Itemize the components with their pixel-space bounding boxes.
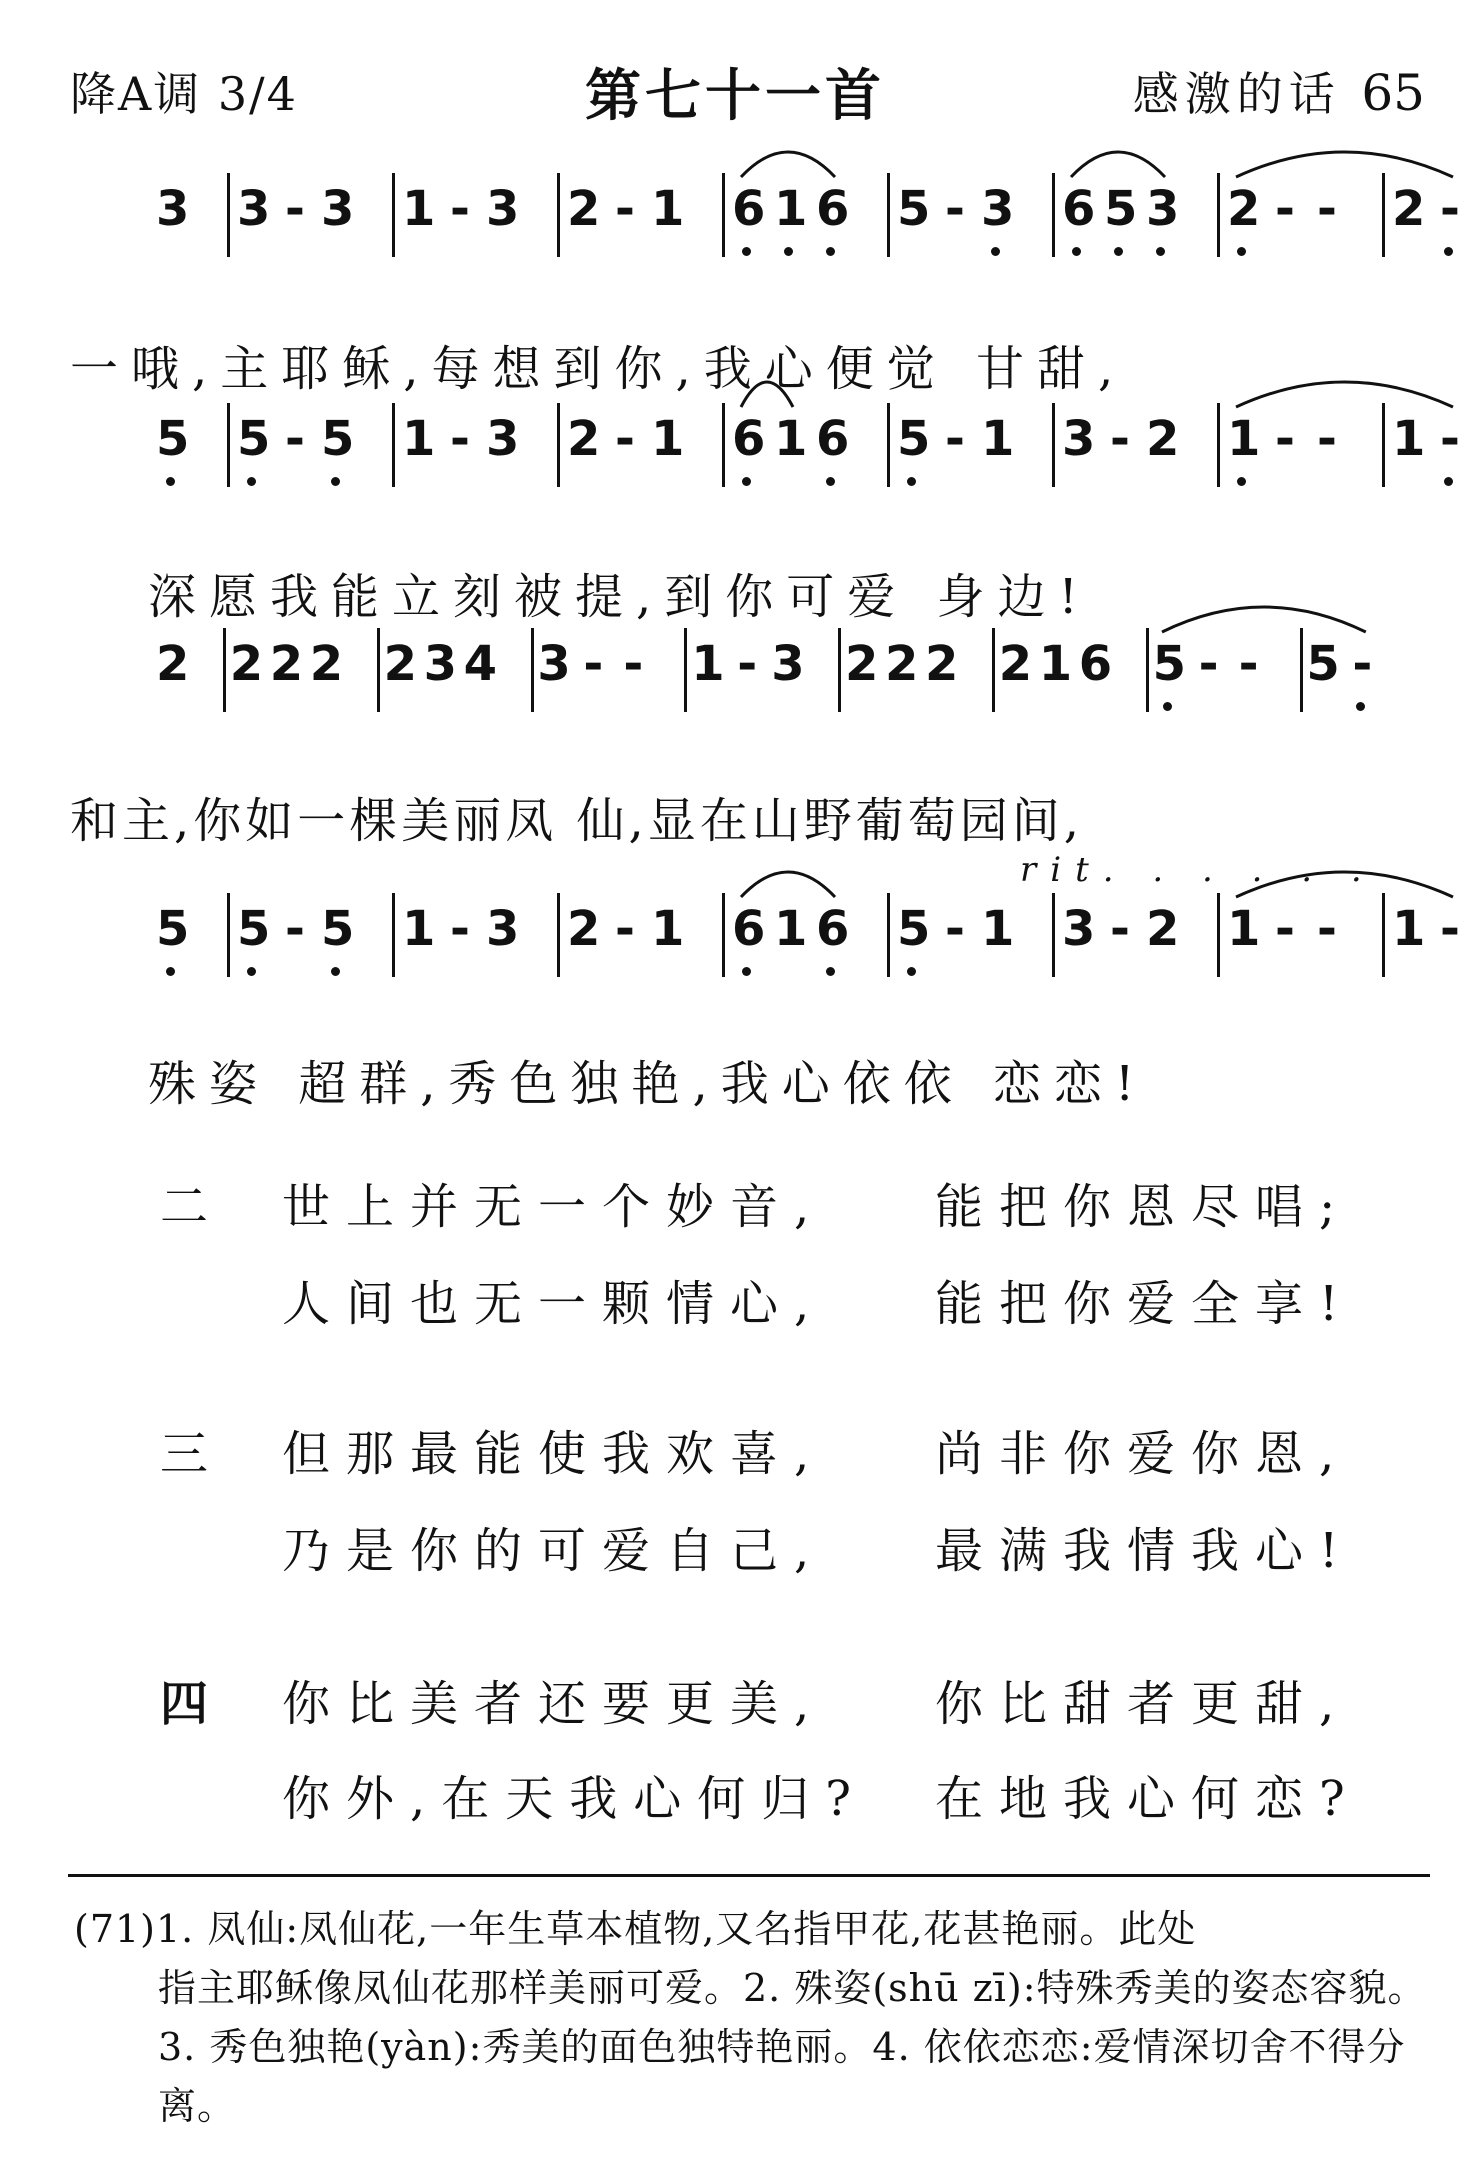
- lyrics-line-3: 和主,你如一棵美丽凤 仙,显在山野葡萄园间,: [70, 793, 1084, 849]
- barline: [1300, 628, 1303, 712]
- barline: [722, 893, 725, 977]
- note: 3: [1062, 901, 1096, 957]
- dash-extension: -: [1275, 901, 1295, 957]
- note: 1: [1392, 411, 1426, 467]
- note: 3: [423, 636, 457, 692]
- verse-2-line-2a: 人间也无一颗情心,: [282, 1276, 826, 1332]
- dash-extension: -: [615, 181, 635, 237]
- dash-extension: -: [1275, 181, 1295, 237]
- low-octave-dot: [742, 967, 751, 976]
- slur-arc: [736, 861, 840, 901]
- barline: [227, 893, 230, 977]
- barline: [1217, 173, 1220, 257]
- note: 6: [732, 181, 766, 237]
- note: 2: [925, 636, 959, 692]
- lyrics-line-2: 深愿我能立刻被提,到你可爱 身边!: [148, 569, 1091, 625]
- note: 6: [732, 411, 766, 467]
- dash-extension: -: [450, 181, 470, 237]
- verse-2-line-2b: 能把你爱全享!: [935, 1276, 1355, 1332]
- note: 2: [567, 411, 601, 467]
- barline: [223, 628, 226, 712]
- low-octave-dot: [1163, 702, 1172, 711]
- note: 1: [981, 901, 1015, 957]
- note: 2: [269, 636, 304, 692]
- low-octave-dot: [1444, 477, 1453, 486]
- low-octave-dot: [826, 477, 835, 486]
- verse-2-number: 二: [160, 1179, 209, 1235]
- barline: [1217, 893, 1220, 977]
- barline: [531, 628, 534, 712]
- low-octave-dot: [1072, 247, 1081, 256]
- low-octave-dot: [1356, 702, 1365, 711]
- barline: [1382, 403, 1385, 487]
- note: 5: [1306, 636, 1340, 692]
- dash-extension: -: [945, 411, 965, 467]
- note: 2: [1146, 901, 1180, 957]
- barline: [392, 403, 395, 487]
- note: 5: [237, 901, 271, 957]
- note: 2: [885, 636, 919, 692]
- hymn-category: 感激的话: [1132, 67, 1341, 121]
- note: 2: [567, 181, 601, 237]
- verse-4-line-1b: 你比甜者更甜,: [935, 1676, 1351, 1732]
- low-octave-dot: [1237, 247, 1246, 256]
- note: 5: [156, 411, 190, 467]
- low-octave-dot: [247, 967, 256, 976]
- note: 5: [1104, 181, 1138, 237]
- dash-extension: -: [450, 411, 470, 467]
- dash-extension: -: [285, 411, 305, 467]
- note: 1: [1227, 901, 1261, 957]
- barline: [227, 403, 230, 487]
- dash-extension: -: [1440, 411, 1460, 467]
- note: 2: [1392, 181, 1426, 237]
- dash-extension: -: [285, 181, 305, 237]
- verse-4-line-2a: 你外,在天我心何归?: [282, 1771, 867, 1827]
- verse-2-line-1a: 世上并无一个妙音,: [282, 1179, 826, 1235]
- low-octave-dot: [742, 477, 751, 486]
- lyrics-line-1: 一哦,主耶稣,每想到你,我心便觉 甘甜,: [70, 341, 1127, 397]
- barline: [1052, 403, 1055, 487]
- note: 3: [237, 181, 271, 237]
- note: 1: [402, 411, 436, 467]
- low-octave-dot: [907, 477, 916, 486]
- dash-extension: -: [1317, 901, 1337, 957]
- note: 3: [1062, 411, 1096, 467]
- barline: [887, 893, 890, 977]
- barline: [1382, 893, 1385, 977]
- low-octave-dot: [331, 967, 340, 976]
- slur-arc: [1231, 371, 1458, 411]
- dash-extension: -: [1275, 411, 1295, 467]
- note: 5: [321, 901, 355, 957]
- dash-extension: -: [945, 181, 965, 237]
- slur-arc: [1231, 141, 1458, 181]
- low-octave-dot: [742, 247, 751, 256]
- slur-arc: [1157, 596, 1371, 636]
- slur-arc: [1066, 141, 1170, 181]
- note: 1: [774, 411, 808, 467]
- note: 5: [156, 901, 190, 957]
- barline: [1052, 173, 1055, 257]
- low-octave-dot: [1237, 477, 1246, 486]
- note: 1: [1392, 901, 1426, 957]
- barline: [684, 628, 687, 712]
- barline: [1052, 893, 1055, 977]
- note: 5: [897, 411, 931, 467]
- note: 1: [1227, 411, 1261, 467]
- low-octave-dot: [826, 967, 835, 976]
- slur-arc: [736, 141, 840, 181]
- dash-extension: -: [450, 901, 470, 957]
- note: 6: [816, 411, 850, 467]
- footnote-divider: [68, 1874, 1430, 1877]
- note: 2: [309, 636, 344, 692]
- note: 2: [383, 636, 417, 692]
- verse-4-number: 四: [160, 1676, 209, 1732]
- dash-extension: -: [1110, 901, 1130, 957]
- dash-extension: -: [615, 901, 635, 957]
- note: 3: [981, 181, 1015, 237]
- note: 1: [402, 901, 436, 957]
- dash-extension: -: [623, 636, 644, 692]
- footnote-body: 指主耶稣像凤仙花那样美丽可爱。2. 殊姿(shū zī):特殊秀美的姿态容貌。3. 秀色独艳(yàn):秀美的面色独特艳丽。4. 依依恋恋:爱情深切舍不得分离。: [158, 1966, 1427, 2128]
- dash-extension: -: [615, 411, 635, 467]
- note: 5: [897, 181, 931, 237]
- low-octave-dot: [784, 247, 793, 256]
- note: 5: [1152, 636, 1186, 692]
- low-octave-dot: [826, 247, 835, 256]
- key-time-signature: 降A调 3/4: [70, 67, 298, 121]
- dash-extension: -: [583, 636, 604, 692]
- verse-3-line-1b: 尚非你爱你恩,: [935, 1426, 1351, 1482]
- barline: [557, 893, 560, 977]
- hymn-category-page: [1133, 58, 1425, 124]
- note: 6: [816, 181, 850, 237]
- note: 3: [486, 901, 520, 957]
- barline: [992, 628, 995, 712]
- verse-3-line-1a: 但那最能使我欢喜,: [282, 1426, 826, 1482]
- verse-3-number: 三: [160, 1426, 209, 1482]
- note: 6: [732, 901, 766, 957]
- low-octave-dot: [247, 477, 256, 486]
- low-octave-dot: [1444, 247, 1453, 256]
- note: 5: [321, 411, 355, 467]
- barline: [392, 173, 395, 257]
- note: 1: [651, 181, 685, 237]
- note: 2: [229, 636, 264, 692]
- low-octave-dot: [166, 477, 175, 486]
- dash-extension: -: [1440, 901, 1460, 957]
- footnote-first-line: (71)1. 凤仙:凤仙花,一年生草本植物,又名指甲花,花甚艳丽。此处: [74, 1907, 1197, 1951]
- barline: [1382, 173, 1385, 257]
- note: 1: [774, 901, 808, 957]
- verse-3-line-2a: 乃是你的可爱自己,: [282, 1523, 826, 1579]
- lyrics-line-4: 殊姿 超群,秀色独艳,我心依依 恋恋!: [148, 1056, 1148, 1112]
- dash-extension: -: [737, 636, 758, 692]
- note: 2: [998, 636, 1033, 692]
- note: 2: [1146, 411, 1180, 467]
- dash-extension: -: [1440, 181, 1460, 237]
- note: 3: [156, 181, 190, 237]
- verse-3-line-2b: 最满我情我心!: [935, 1523, 1355, 1579]
- score-line-1: [0, 181, 1470, 315]
- ritardando-marking: rit. . . . . .: [1020, 850, 1376, 890]
- verse-4-line-1a: 你比美者还要更美,: [282, 1676, 826, 1732]
- note: 3: [486, 181, 520, 237]
- dash-extension: -: [1352, 636, 1373, 692]
- low-octave-dot: [907, 967, 916, 976]
- note: 6: [816, 901, 850, 957]
- barline: [377, 628, 380, 712]
- hymn-title: 第七十一首: [585, 63, 885, 129]
- slur-arc: [1231, 861, 1458, 901]
- verse-2-line-1b: 能把你恩尽唱;: [935, 1179, 1352, 1235]
- note: 1: [774, 181, 808, 237]
- note: 6: [1078, 636, 1113, 692]
- dash-extension: -: [1238, 636, 1259, 692]
- dash-extension: -: [1317, 411, 1337, 467]
- dash-extension: -: [285, 901, 305, 957]
- barline: [722, 403, 725, 487]
- note: 5: [897, 901, 931, 957]
- low-octave-dot: [331, 477, 340, 486]
- verse-4-line-2b: 在地我心何恋?: [935, 1771, 1361, 1827]
- barline: [227, 173, 230, 257]
- score-line-4: [0, 901, 1470, 1035]
- note: 2: [567, 901, 601, 957]
- barline: [887, 173, 890, 257]
- note: 1: [691, 636, 725, 692]
- note: 1: [1038, 636, 1073, 692]
- note: 1: [651, 901, 685, 957]
- footnote: [74, 1900, 1434, 2136]
- note: 3: [486, 411, 520, 467]
- note: 1: [651, 411, 685, 467]
- dash-extension: -: [945, 901, 965, 957]
- note: 2: [156, 636, 190, 692]
- dash-extension: -: [1198, 636, 1219, 692]
- page-number: 65: [1361, 64, 1425, 122]
- note: 6: [1062, 181, 1096, 237]
- note: 5: [237, 411, 271, 467]
- low-octave-dot: [991, 247, 1000, 256]
- barline: [1146, 628, 1149, 712]
- barline: [838, 628, 841, 712]
- barline: [557, 173, 560, 257]
- barline: [887, 403, 890, 487]
- note: 1: [981, 411, 1015, 467]
- note: 2: [1227, 181, 1261, 237]
- note: 3: [1146, 181, 1180, 237]
- note: 4: [463, 636, 497, 692]
- note: 3: [321, 181, 355, 237]
- score-line-3: [0, 636, 1470, 770]
- low-octave-dot: [1156, 247, 1165, 256]
- slur-arc: [736, 371, 798, 411]
- barline: [722, 173, 725, 257]
- note: 3: [771, 636, 805, 692]
- dash-extension: -: [1110, 411, 1130, 467]
- score-line-2: [0, 411, 1470, 545]
- note: 3: [537, 636, 571, 692]
- barline: [557, 403, 560, 487]
- barline: [1217, 403, 1220, 487]
- low-octave-dot: [166, 967, 175, 976]
- low-octave-dot: [1114, 247, 1123, 256]
- dash-extension: -: [1317, 181, 1337, 237]
- note: 2: [845, 636, 879, 692]
- note: 1: [402, 181, 436, 237]
- barline: [392, 893, 395, 977]
